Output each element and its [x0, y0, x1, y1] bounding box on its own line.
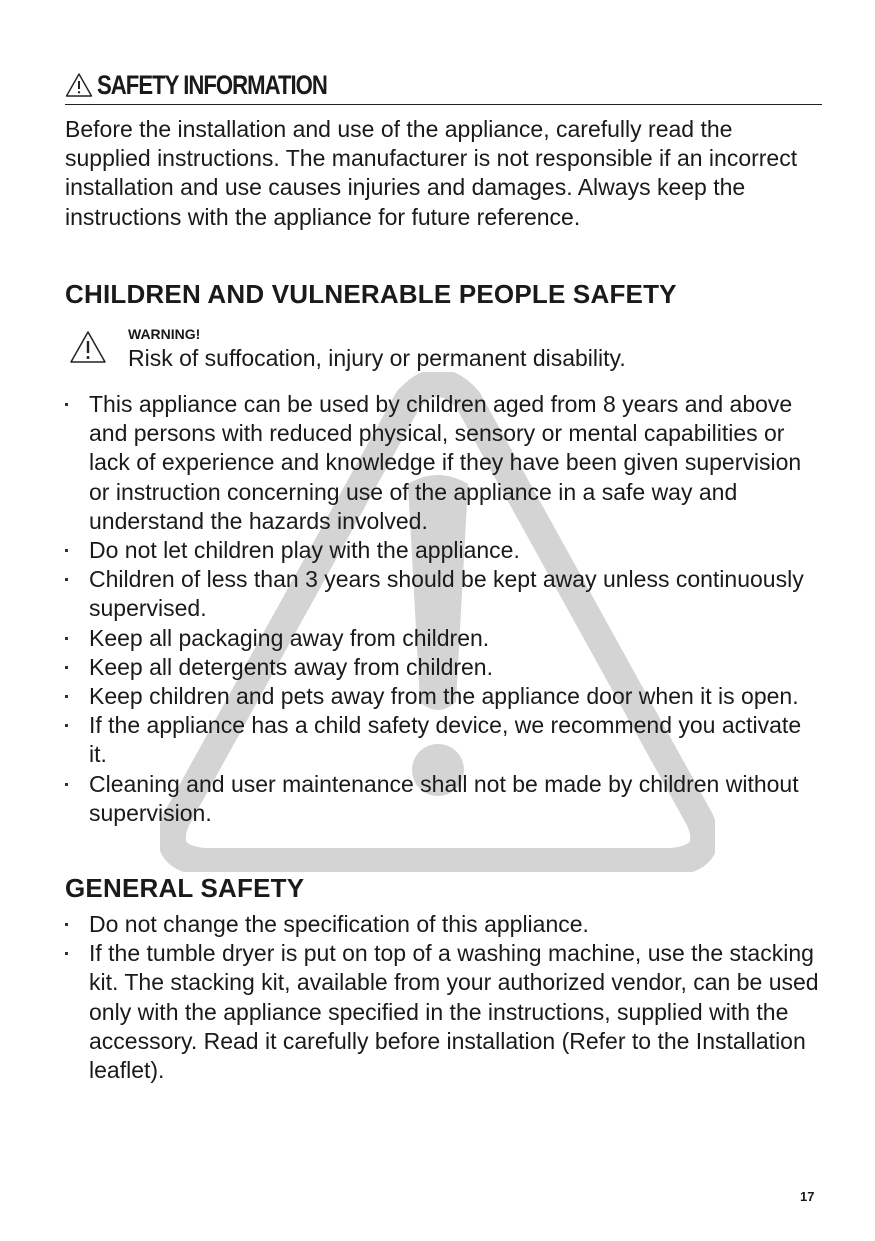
- list-item: Keep all detergents away from children.: [65, 653, 822, 682]
- children-safety-heading: CHILDREN AND VULNERABLE PEOPLE SAFETY: [65, 279, 677, 309]
- list-item: If the appliance has a child safety device, we recommend you activate it.: [65, 711, 822, 769]
- general-safety-heading: GENERAL SAFETY: [65, 873, 305, 903]
- children-safety-list: [65, 390, 822, 828]
- list-item: Keep all packaging away from children.: [65, 624, 822, 653]
- warning-triangle-icon: [65, 72, 93, 98]
- warning-triangle-icon: [69, 330, 107, 364]
- warning-text: Risk of suffocation, injury or permanent disability.: [128, 345, 626, 371]
- general-safety-list: [65, 910, 822, 1085]
- page-title: SAFETY INFORMATION: [97, 70, 327, 100]
- page-number: 17: [800, 1189, 815, 1204]
- list-item: If the tumble dryer is put on top of a washing machine, use the stacking kit. The stacking kit, available from your authorized vendor, can be used only with the appliance specified in the instructions, supplied with the accessory. Read it carefully before installation (Refer to the Installation leaflet).: [65, 939, 822, 1085]
- list-item: Children of less than 3 years should be kept away unless continuously supervised.: [65, 565, 822, 623]
- section-header: [65, 68, 822, 105]
- warning-label: WARNING!: [128, 326, 201, 342]
- list-item: Do not let children play with the appliance.: [65, 536, 822, 565]
- list-item: Do not change the specification of this appliance.: [65, 910, 822, 939]
- list-item: Keep children and pets away from the appliance door when it is open.: [65, 682, 822, 711]
- list-item: Cleaning and user maintenance shall not be made by children without supervision.: [65, 770, 822, 828]
- intro-paragraph: Before the installation and use of the appliance, carefully read the supplied instructions. The manufacturer is not responsible if an incorrect installation and use causes injuries and damages. Always keep the instructions with the appliance for future reference.: [65, 116, 798, 230]
- list-item: This appliance can be used by children aged from 8 years and above and persons with reduced physical, sensory or mental capabilities or lack of experience and knowledge if they have been given supervision or instruction concerning use of the appliance in a safe way and understand the hazards involved.: [65, 390, 822, 536]
